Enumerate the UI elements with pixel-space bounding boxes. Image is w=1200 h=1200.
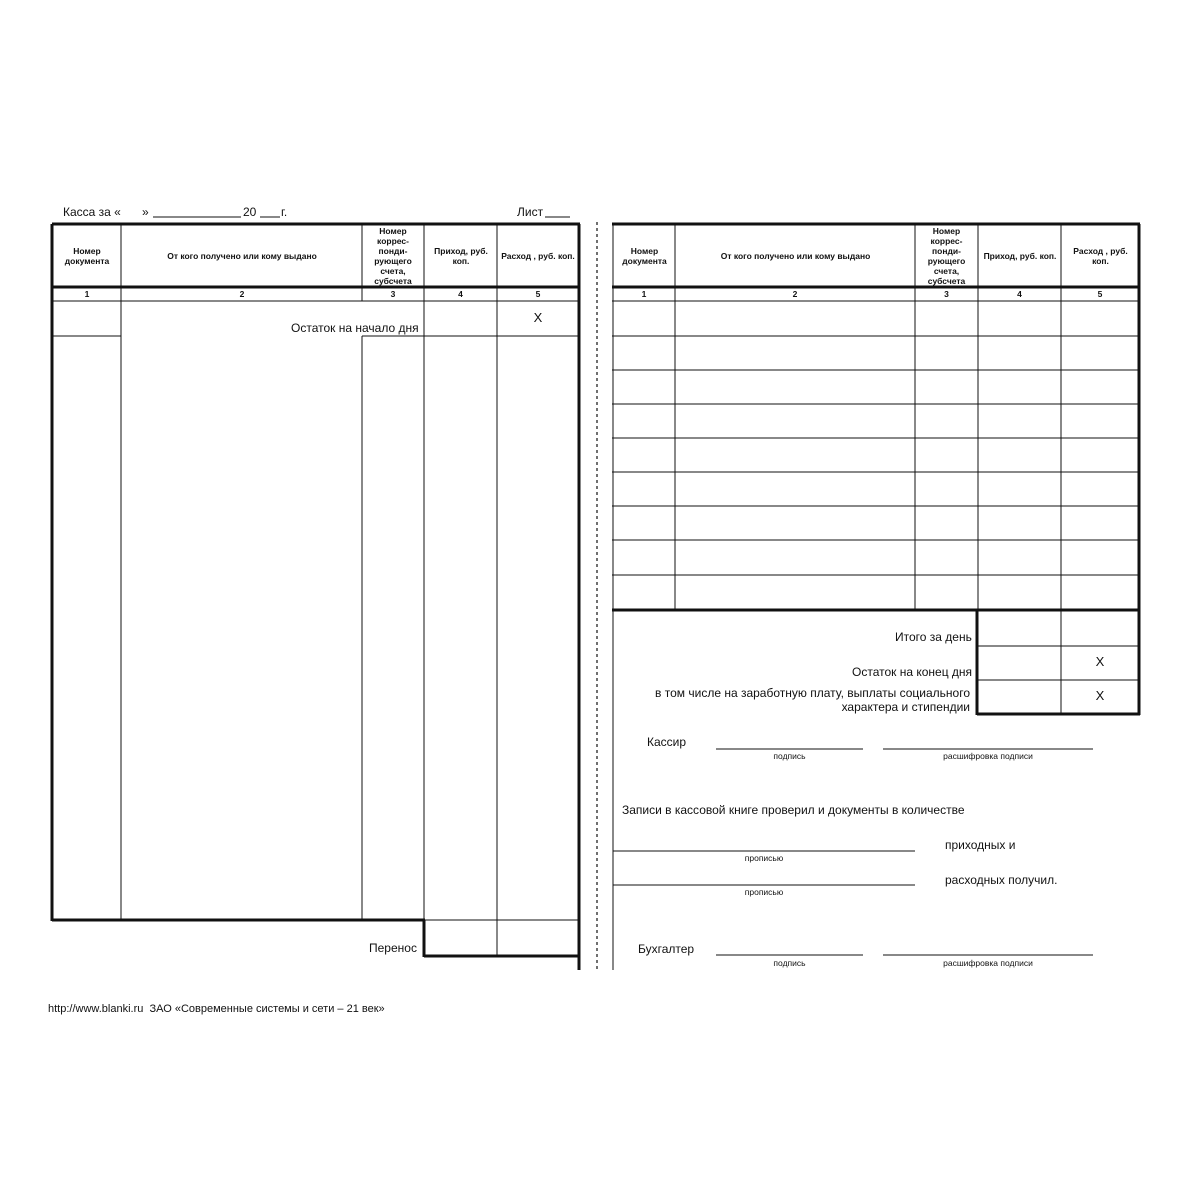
col-num-2: 2 [792, 289, 798, 299]
col-header-counterparty: От кого получено или кому выдано [720, 251, 871, 261]
col-num-1: 1 [84, 289, 90, 299]
opening-balance-x-mark: Х [533, 310, 543, 325]
including-label-line2: характера и стипендии [841, 700, 970, 714]
col-num-4: 4 [1017, 289, 1022, 299]
col-header-expense: Расход , руб. коп. [501, 251, 575, 261]
year-suffix: г. [281, 205, 288, 219]
col-num-3: 3 [390, 289, 396, 299]
year-prefix: 20 [243, 205, 257, 219]
col-num-5: 5 [1097, 289, 1103, 299]
accountant-decode-caption: расшифровка подписи [943, 958, 1033, 968]
col-num-5: 5 [535, 289, 541, 299]
including-x-mark: Х [1095, 688, 1105, 703]
opening-balance-label: Остаток на начало дня [291, 321, 419, 335]
cashier-label: Кассир [647, 735, 687, 749]
col-header-income: Приход, руб. коп. [983, 251, 1057, 261]
quote-close: » [142, 205, 149, 219]
outgoing-in-words-caption: прописью [744, 887, 784, 897]
closing-balance-x-mark: Х [1095, 654, 1105, 669]
col-num-1: 1 [641, 289, 647, 299]
check-statement: Записи в кассовой книге проверил и документы в количестве [622, 803, 965, 817]
accountant-label: Бухгалтер [638, 942, 695, 956]
col-header-account: Номер коррес-понди-рующего счета, субсчета [927, 226, 966, 286]
col-header-expense: Расход , руб. коп. [1073, 246, 1128, 266]
accountant-signature-caption: подпись [773, 958, 806, 968]
outgoing-label: расходных получил. [945, 873, 1058, 887]
cashier-decode-caption: расшифровка подписи [943, 751, 1033, 761]
list-label: Лист [517, 205, 544, 219]
cashier-signature-caption: подпись [773, 751, 806, 761]
col-header-counterparty: От кого получено или кому выдано [167, 251, 317, 261]
col-header-doc-number: Номер документа [64, 246, 110, 266]
closing-balance-label: Остаток на конец дня [852, 665, 973, 679]
incoming-label: приходных и [945, 838, 1016, 852]
col-num-2: 2 [239, 289, 245, 299]
col-num-4: 4 [458, 289, 463, 299]
footer-source: http://www.blanki.ru ЗАО «Современные системы и сети – 21 век» [48, 1003, 385, 1015]
kassa-za-label: Касса за « [63, 205, 121, 219]
col-header-account: Номер коррес-понди-рующего счета, субсчета [374, 226, 412, 286]
carry-over-label: Перенос [369, 941, 417, 955]
incoming-in-words-caption: прописью [744, 853, 784, 863]
including-label-line1: в том числе на заработную плату, выплаты социального [655, 686, 970, 700]
col-header-income: Приход, руб. коп. [434, 246, 488, 266]
col-header-doc-number: Номер документа [622, 246, 667, 266]
col-num-3: 3 [944, 289, 949, 299]
day-total-label: Итого за день [895, 630, 972, 644]
